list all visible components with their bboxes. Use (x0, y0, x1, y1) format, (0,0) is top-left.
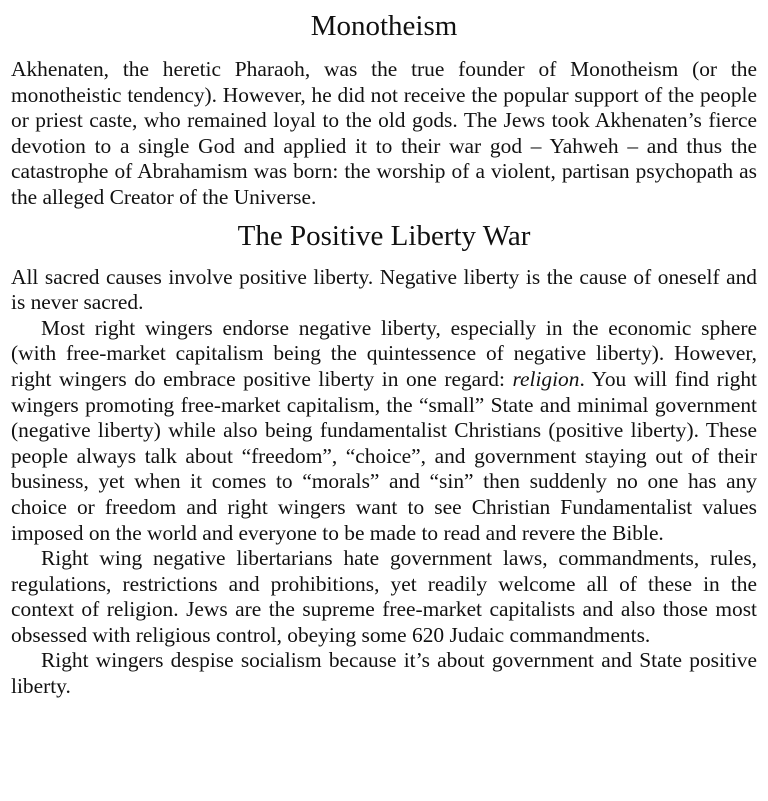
paragraph-text-after: . You will find right wingers promoting free-market capitalism, the “small” State and minimal government (negative liberty) while also being fundamentalist Christians (positive liberty). These people always talk about “freedom”, “choice”, and government staying out of their business, yet when it comes to “morals” and “sin” then suddenly no one has any choice or freedom and right wingers want to see Christian Fundamentalist values imposed on the world and everyone to be made to read and revere the Bible. (11, 366, 757, 545)
paragraph-sacred-causes: All sacred causes involve positive liberty. Negative liberty is the cause of oneself and is never sacred. (11, 264, 757, 315)
paragraph-negative-libertarians: Right wing negative libertarians hate government laws, commandments, rules, regulations, restrictions and prohibitions, yet readily welcome all of these in the context of religion. Jews are the supreme free-market capitalists and also those most obsessed with religious control, obeying some 620 Judaic commandments. (11, 546, 757, 647)
document-page (11, 0, 757, 700)
section-title-monotheism: Monotheism (310, 10, 458, 42)
paragraph-monotheism: Akhenaten, the heretic Pharaoh, was the true founder of Monotheism (or the monotheistic tendency). However, he did not receive the popular support of the people or priest caste, who remained loyal to the old gods. The Jews took Akhenaten’s fierce devotion to a single God and applied it to their war god – Yahweh – and thus the catastrophe of Abrahamism was born: the worship of a violent, partisan psychopath as the alleged Creator of the Universe. (11, 57, 757, 209)
paragraph-text-before: Most right wingers endorse negative liberty, especially in the economic sphere (with free-market capitalism being the quintessence of negative liberty). However, right wingers do embrace positive liberty in one regard: (11, 315, 757, 391)
emphasis-religion: religion (512, 366, 580, 391)
paragraph-right-wingers-endorse (11, 316, 757, 546)
section-title-positive-liberty-war: The Positive Liberty War (237, 219, 531, 252)
paragraph-despise-socialism: Right wingers despise socialism because it’s about government and State positive liberty. (11, 648, 757, 699)
